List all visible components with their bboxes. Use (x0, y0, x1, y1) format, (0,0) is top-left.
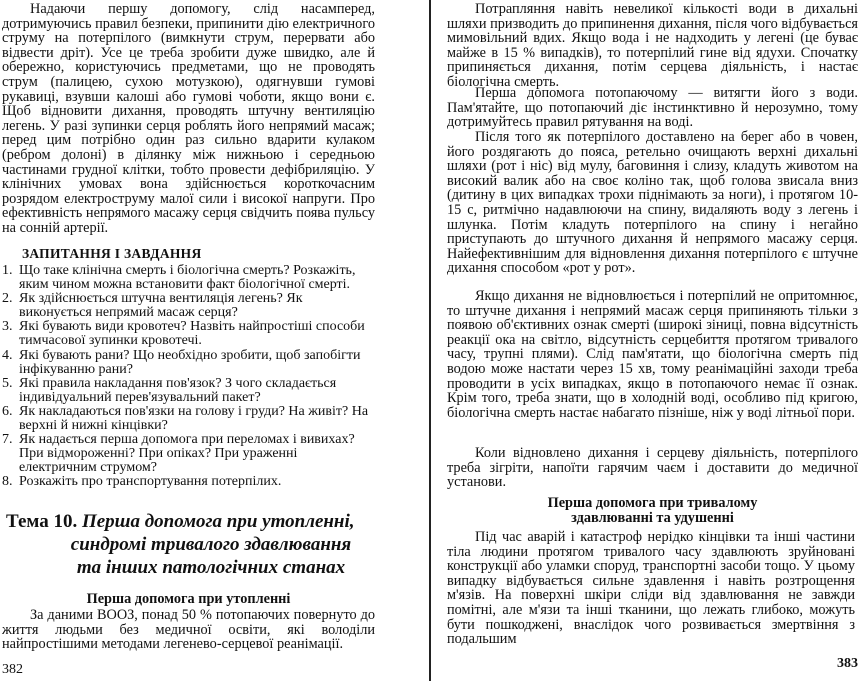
paragraph-compression: Під час аварій і катастроф нерідко кінцівки та інші частини тіла людини протягом тривалого часу здавлюють зруйновані конструкції або уламки споруд, транспортні засоби тощо. У цьому випадку відбувається сильне здавлення і навіть розтрощення м'язів. На поверхні шкіри сліди від здавлювання не завжди помітні, але м'язи та інші тканини, що лежать глибоко, можуть бути пошкоджені, внаслідок чого розвивається змертвіння з подальшим (447, 529, 855, 648)
question-text: Які правила накладання пов'язок? З чого складається індивідуальний перев'язувальний пакет? (19, 375, 337, 405)
question-text: Як здійснюється штучна вентиляція легень? Як виконується непрямий масаж серця? (19, 291, 303, 321)
paragraph-warming: Коли відновлено дихання і серцеву діяльність, потерпілого треба зігріти, напоїти гарячим чаєм і доставити до медичної установи. (447, 445, 858, 491)
subheading-compression-line-1: Перша допомога при тривалому (547, 495, 758, 511)
questions-heading: ЗАПИТАННЯ І ЗАВДАННЯ (22, 246, 202, 261)
question-number: 2. (2, 291, 13, 307)
topic-label: Тема 10. (6, 511, 78, 532)
questions-list (2, 264, 375, 490)
page-number-left: 382 (2, 662, 23, 677)
list-item (2, 377, 375, 405)
topic-title-line-1: Перша допомога при утопленні, (81, 511, 355, 532)
question-number: 4. (2, 347, 13, 363)
topic-title-line-2: синдромі тривалого здавлювання (70, 534, 352, 555)
paragraph-first-aid-drowning: Перша допомога потопаючому — витягти його з води. Пам'ятайте, що потопаючий діє інстинктивно й нерозумно, тому дотримуйтесь правил рятування на воді. (447, 85, 858, 131)
topic-title (6, 510, 376, 579)
list-item (2, 292, 375, 320)
paragraph-water-in-airways: Потрапляння навіть невеликої кількості води в дихальні шляхи призводить до припинення дихання, після чого відбувається мимовільний вдих. Якщо вода і не надходить у легені (це буває майже в 15 % випадків), то потерпілий гине від ядухи. Спочатку припиняється дихання, потім серцева діяльність, і настає біологічна смерть. (447, 1, 858, 90)
paragraph-shore-procedure: Після того як потерпілого доставлено на берег або в човен, його роздягають до пояса, ретельно очищають верхні дихальні шляхи (рот і ніс) від мулу, баговиння і слизу, кладуть животом на високий валик або на своє коліно так, щоб голова звисала вниз (дитину в цих випадках трохи піднімають за ноги), і протягом 10-15 с, ритмічно надавлюючи на спину, видаляють воду з легень і шлунка. Потім кладуть потерпілого на спину і негайно приступають до штучного дихання й непрямого масажу серця. Найефективнішим для відновлення дихання потерпілого є штучне дихання способом «рот у рот». (447, 129, 858, 277)
question-number: 8. (2, 474, 13, 490)
question-text: Які бувають рани? Що необхідно зробити, щоб запобігти інфікуванню рани? (19, 347, 361, 377)
subheading-drowning: Перша допомога при утопленні (86, 591, 291, 607)
question-number: 3. (2, 319, 13, 335)
question-number: 5. (2, 375, 13, 391)
list-item (2, 475, 375, 489)
paragraph-electric-shock: Надаючи першу допомогу, слід насамперед, дотримуючись правил безпеки, припинити дію електричного струму на потерпілого (вимкнути струм, перервати або відвести дріт). Усе це треба зробити дуже швидко, але й обережно, користуючись предметами, що не проводять струм (палицею, сухою мотузкою), одягнувши гумові рукавиці, взувши калоші або гумові чоботи, якщо вони є. Щоб відновити дихання, проводять штучну вентиляцію легень. У разі зупинки серця роблять його непрямий масаж; перед цим потрібно один раз сильно вдарити кулаком (ребром долоні) в ділянку між нижньою і середньою частинами грудної клітки, тобто провести дефібриляцію. У клінічних умовах вона здійснюється короткочасним розрядом електроструму малої сили і високої напруги. Про ефективність непрямого масажу серця свідчить поява пульсу на сонній артерії. (2, 1, 375, 236)
paragraph-death-signs: Якщо дихання не відновлюється і потерпілий не опритомнює, то штучне дихання і непрямий масаж серця припиняють тільки з появою об'єктивних ознак смерті (широкі зіниці, повна відсутність реакції ока на світло, відсутність серцебиття протягом тривалого часу, трупні плями). Слід пам'ятати, що біологічна смерть під водою може настати через 15 хв, тому реанімаційні заходи треба проводити в усіх випадках, якщо в потопаючого немає її ознак. Крім того, треба знати, що в холодній воді, особливо під кригою, біологічна смерть настає набагато пізніше, ніж у воді літньої пори. (447, 288, 858, 421)
question-number: 1. (2, 263, 13, 278)
question-text: Що таке клінічна смерть і біологічна смерть? Розкажіть, яким чином можна встановити факт біологічної смерті. (19, 263, 356, 293)
list-item (2, 405, 375, 433)
list-item (2, 264, 375, 292)
list-item (2, 349, 375, 377)
list-item (2, 433, 375, 475)
list-item (2, 320, 375, 348)
question-text: Як накладаються пов'язки на голову і груди? На живіт? На верхні й нижні кінцівки? (19, 403, 369, 434)
subheading-compression-line-2: здавлюванні та удушенні (571, 510, 734, 526)
page-number-right: 383 (837, 656, 858, 671)
spine-divider (429, 0, 431, 681)
question-number: 7. (2, 432, 13, 448)
question-number: 6. (2, 403, 13, 419)
question-text: Які бувають види кровотеч? Назвіть найпростіші способи тимчасової зупинки кровотечі. (19, 319, 365, 349)
paragraph-who-statistics: За даними ВООЗ, понад 50 % потопаючих повернуто до життя людьми без медичної освіти, які володіли найпростішими методами легенево-серцевої реанімації. (2, 607, 375, 653)
question-text: Розкажіть про транспортування потерпілих. (19, 474, 282, 490)
question-text: Як надається перша допомога при переломах і вивихах? При відмороженні? При опіках? При ураженні електричним струмом? (19, 432, 355, 476)
topic-title-line-3: та інших патологічних станах (76, 557, 346, 578)
